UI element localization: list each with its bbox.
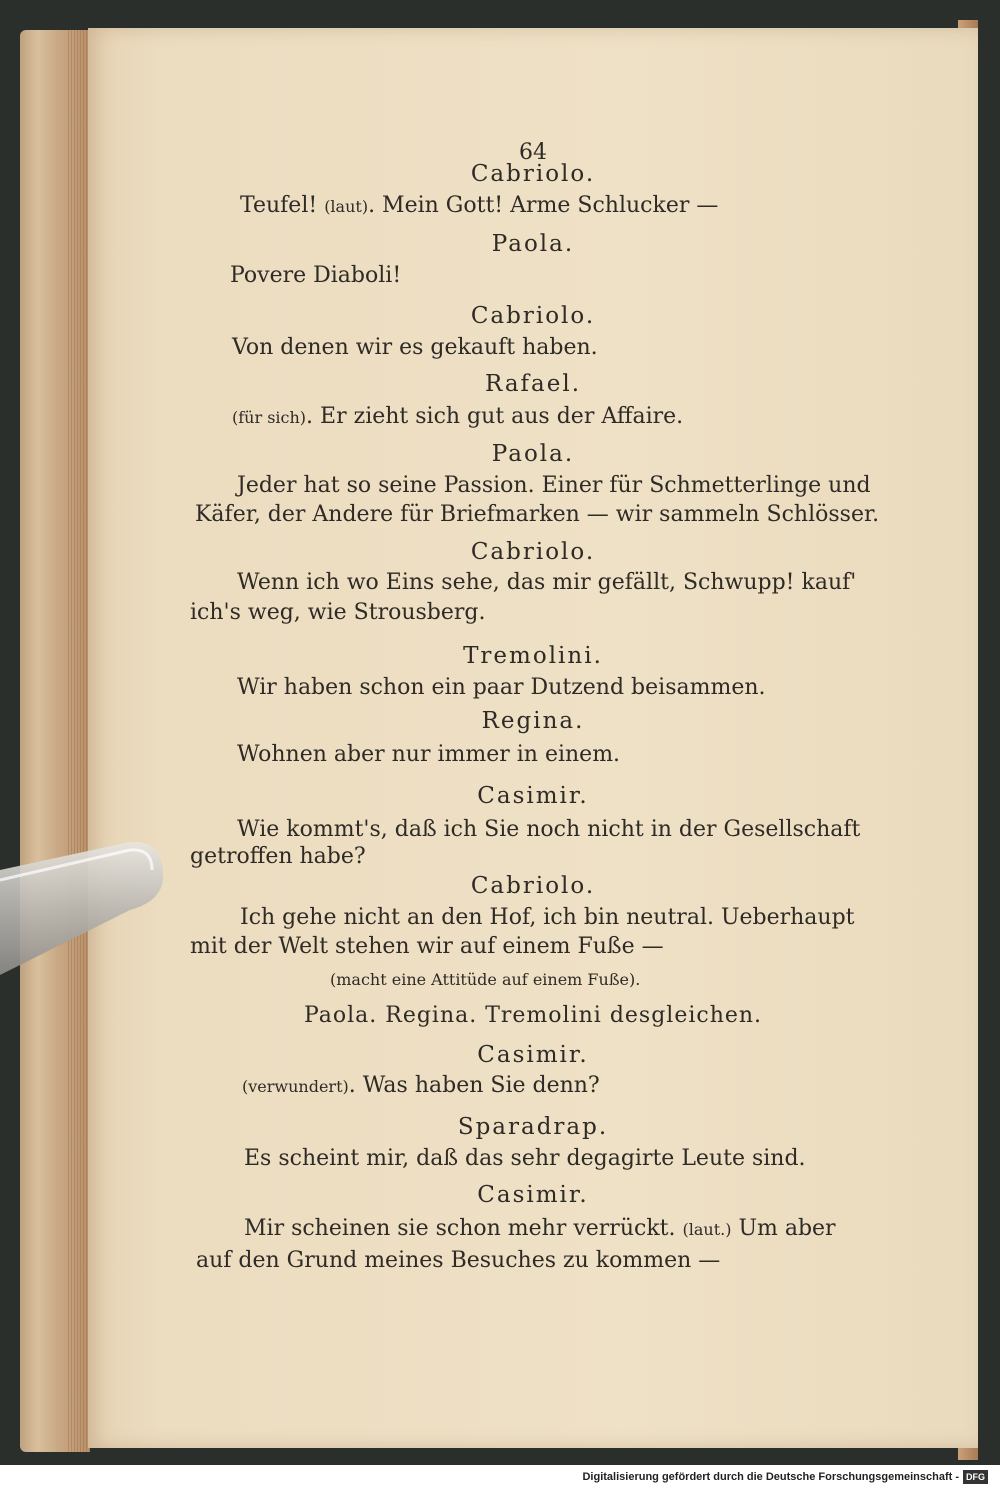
line-text: Von denen wir es gekauft haben. (232, 335, 598, 360)
dialogue-line (232, 404, 683, 429)
stage-direction: (laut) (324, 197, 369, 216)
line-text: Käfer, der Andere für Briefmarken — wir sammeln Schlösser. (195, 502, 880, 527)
speaker-name: Paola. (491, 441, 575, 467)
line-text: Teufel! (240, 193, 325, 218)
speaker-name: Casimir. (477, 1042, 589, 1068)
speaker-name: Casimir. (477, 783, 589, 809)
dialogue-line (230, 263, 401, 288)
line-text: ich's weg, wie Strousberg. (190, 600, 486, 625)
line-text: Jeder hat so seine Passion. Einer für Schmetterlinge und (237, 473, 871, 498)
speaker-name: Cabriolo. (470, 303, 596, 329)
speaker-name: Tremolini. (463, 643, 603, 669)
stage-direction: (macht eine Attitüde auf einem Fuße). (330, 970, 641, 989)
stage-direction: (laut.) (682, 1220, 732, 1239)
stage-direction: (verwundert) (242, 1077, 349, 1096)
dialogue-line (190, 600, 486, 625)
dialogue-line (190, 934, 664, 959)
dialogue-line (232, 335, 598, 360)
dialogue-line (330, 966, 640, 991)
line-text: mit der Welt stehen wir auf einem Fuße — (190, 934, 664, 959)
digitization-footer (0, 1465, 1000, 1489)
dialogue-line (237, 570, 856, 595)
dialogue-line (195, 502, 879, 527)
speaker-name: Regina. (481, 708, 585, 734)
speaker-name: Cabriolo. (470, 539, 596, 565)
line-text: Ich gehe nicht an den Hof, ich bin neutral. Ueberhaupt (240, 905, 855, 930)
dialogue-line (237, 473, 871, 498)
dialogue-line (240, 193, 718, 218)
dialogue-line (242, 1073, 600, 1098)
dialogue-line (244, 1146, 806, 1171)
footer-text: Digitalisierung gefördert durch die Deutsche Forschungsgemeinschaft - (582, 1471, 959, 1483)
dialogue-line (237, 675, 766, 700)
dialogue-line (190, 844, 366, 869)
line-text: . Er zieht sich gut aus der Affaire. (306, 404, 684, 429)
speaker-name: Rafael. (484, 371, 582, 397)
dialogue-line (88, 1003, 978, 1028)
dialogue-line (237, 817, 860, 842)
dialogue-line (196, 1248, 720, 1273)
line-text: . Mein Gott! Arme Schlucker — (368, 193, 719, 218)
stage-direction: (für sich) (232, 408, 307, 427)
book-page (88, 28, 978, 1448)
speaker-name: Cabriolo. (470, 873, 596, 899)
line-text: Mir scheinen sie schon mehr verrückt. (244, 1216, 683, 1241)
dialogue-line (237, 742, 620, 767)
line-text: Wie kommt's, daß ich Sie noch nicht in der Gesellschaft (237, 817, 861, 842)
line-text: Povere Diaboli! (230, 263, 402, 288)
book-left-edge (20, 30, 90, 1452)
speaker-name: Paola. (491, 231, 575, 257)
page-text (88, 28, 978, 1448)
dialogue-line (240, 905, 855, 930)
line-text: . Was haben Sie denn? (348, 1073, 600, 1098)
thumb-clip-overlay (0, 840, 165, 980)
line-text: Es scheint mir, daß das sehr degagirte Leute sind. (244, 1146, 806, 1171)
line-text: Wir haben schon ein paar Dutzend beisammen. (237, 675, 766, 700)
dfg-logo: DFG (963, 1470, 988, 1484)
page-number: 64 (519, 140, 547, 165)
line-text: Um aber (731, 1216, 836, 1241)
line-text: Paola. Regina. Tremolini desgleichen. (303, 1003, 763, 1028)
speaker-name: Casimir. (477, 1182, 589, 1208)
line-text: auf den Grund meines Besuches zu kommen — (196, 1248, 721, 1273)
dialogue-line (244, 1216, 836, 1241)
line-text: getroffen habe? (190, 844, 366, 869)
speaker-name: Sparadrap. (457, 1114, 609, 1140)
line-text: Wenn ich wo Eins sehe, das mir gefällt, Schwupp! kauf' (237, 570, 857, 595)
line-text: Wohnen aber nur immer in einem. (237, 742, 621, 767)
speaker-name: Cabriolo. (470, 161, 596, 187)
